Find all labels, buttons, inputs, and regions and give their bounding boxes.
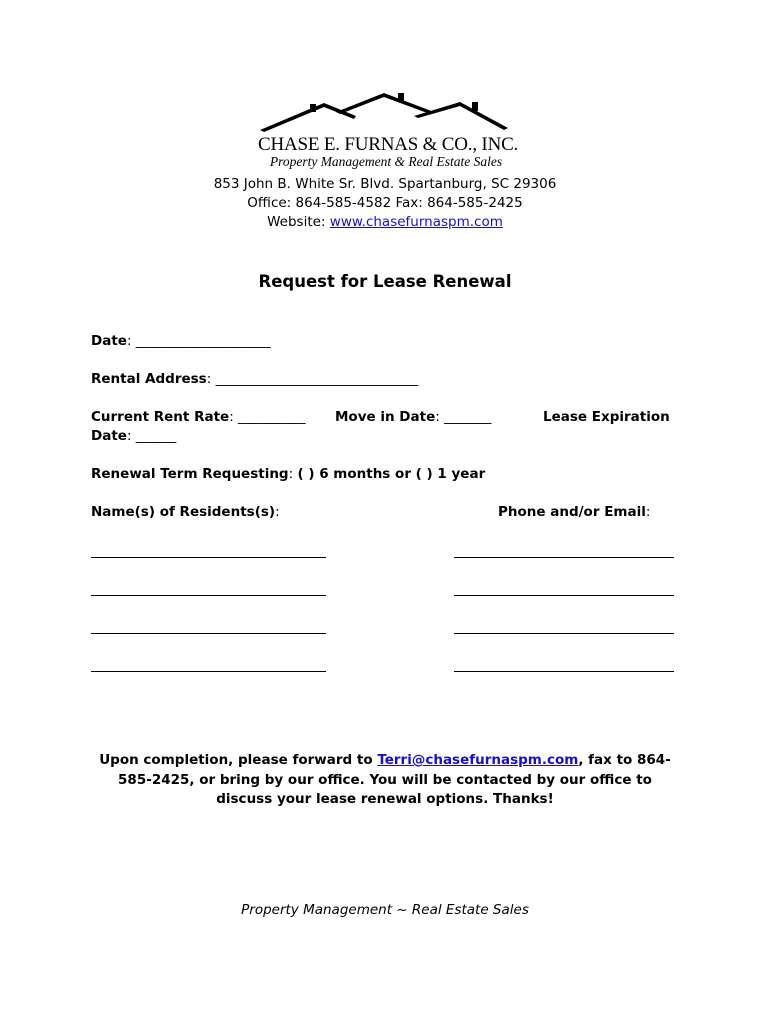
lease-expiration-date-label: Date — [91, 428, 127, 444]
resident-name-line[interactable] — [91, 671, 326, 672]
date-label: Date — [91, 333, 127, 349]
company-address: 853 John B. White Sr. Blvd. Spartanburg, SC 29306 — [213, 176, 557, 192]
current-rent-field: Current Rent Rate: __________ — [91, 409, 306, 425]
resident-name-line[interactable] — [91, 595, 326, 596]
website-link[interactable]: www.chasefurnaspm.com — [329, 214, 503, 230]
move-in-field: Move in Date: _______ — [335, 409, 492, 425]
date-blank[interactable]: ____________________ — [135, 333, 271, 349]
house-roofs-icon — [258, 90, 514, 134]
form-title: Request for Lease Renewal — [258, 272, 512, 291]
resident-contact-line[interactable] — [454, 633, 674, 634]
renewal-term-field: Renewal Term Requesting: ( ) 6 months or ( ) 1 year — [91, 466, 486, 482]
residents-label: Name(s) of Residents(s) — [91, 504, 276, 520]
renewal-term-options[interactable]: ( ) 6 months or ( ) 1 year — [297, 466, 486, 482]
rental-address-blank[interactable]: ______________________________ — [215, 371, 419, 387]
page-footer: Property Management ~ Real Estate Sales — [241, 902, 529, 918]
email-link[interactable]: Terri@chasefurnaspm.com — [377, 752, 579, 768]
move-in-blank[interactable]: _______ — [444, 409, 492, 425]
current-rent-label: Current Rent Rate — [91, 409, 230, 425]
residents-header: Name(s) of Residents(s): — [91, 504, 280, 520]
company-name: CHASE E. FURNAS & CO., INC. — [258, 134, 519, 155]
resident-name-line[interactable] — [91, 633, 326, 634]
company-website-line — [0, 214, 770, 230]
phone-email-label: Phone and/or Email — [498, 504, 646, 520]
move-in-label: Move in Date — [335, 409, 436, 425]
company-phones: Office: 864-585-4582 Fax: 864-585-2425 — [247, 195, 523, 211]
closing-text-after: , fax to 864-585-2425, or bring by our office. You will be contacted by our office to discuss your lease renewal options. Thanks! — [118, 752, 671, 807]
closing-text-before: Upon completion, please forward to — [99, 752, 378, 768]
rental-address-field: Rental Address: ______________________________ — [91, 371, 419, 387]
renewal-term-label: Renewal Term Requesting — [91, 466, 289, 482]
lease-expiration-date-field: Date: ______ — [91, 428, 177, 444]
website-label: Website: — [267, 214, 326, 230]
resident-name-line[interactable] — [91, 557, 326, 558]
date-field: Date: ____________________ — [91, 333, 271, 349]
lease-expiration-blank[interactable]: ______ — [135, 428, 177, 444]
lease-expiration-label: Lease Expiration — [543, 409, 670, 425]
current-rent-blank[interactable]: __________ — [238, 409, 306, 425]
resident-contact-line[interactable] — [454, 595, 674, 596]
resident-contact-line[interactable] — [454, 671, 674, 672]
rental-address-label: Rental Address — [91, 371, 207, 387]
phone-email-header: Phone and/or Email: — [498, 504, 651, 520]
resident-contact-line[interactable] — [454, 557, 674, 558]
company-logo — [258, 90, 519, 170]
company-tagline: Property Management & Real Estate Sales — [269, 154, 503, 169]
closing-instructions — [88, 751, 682, 810]
